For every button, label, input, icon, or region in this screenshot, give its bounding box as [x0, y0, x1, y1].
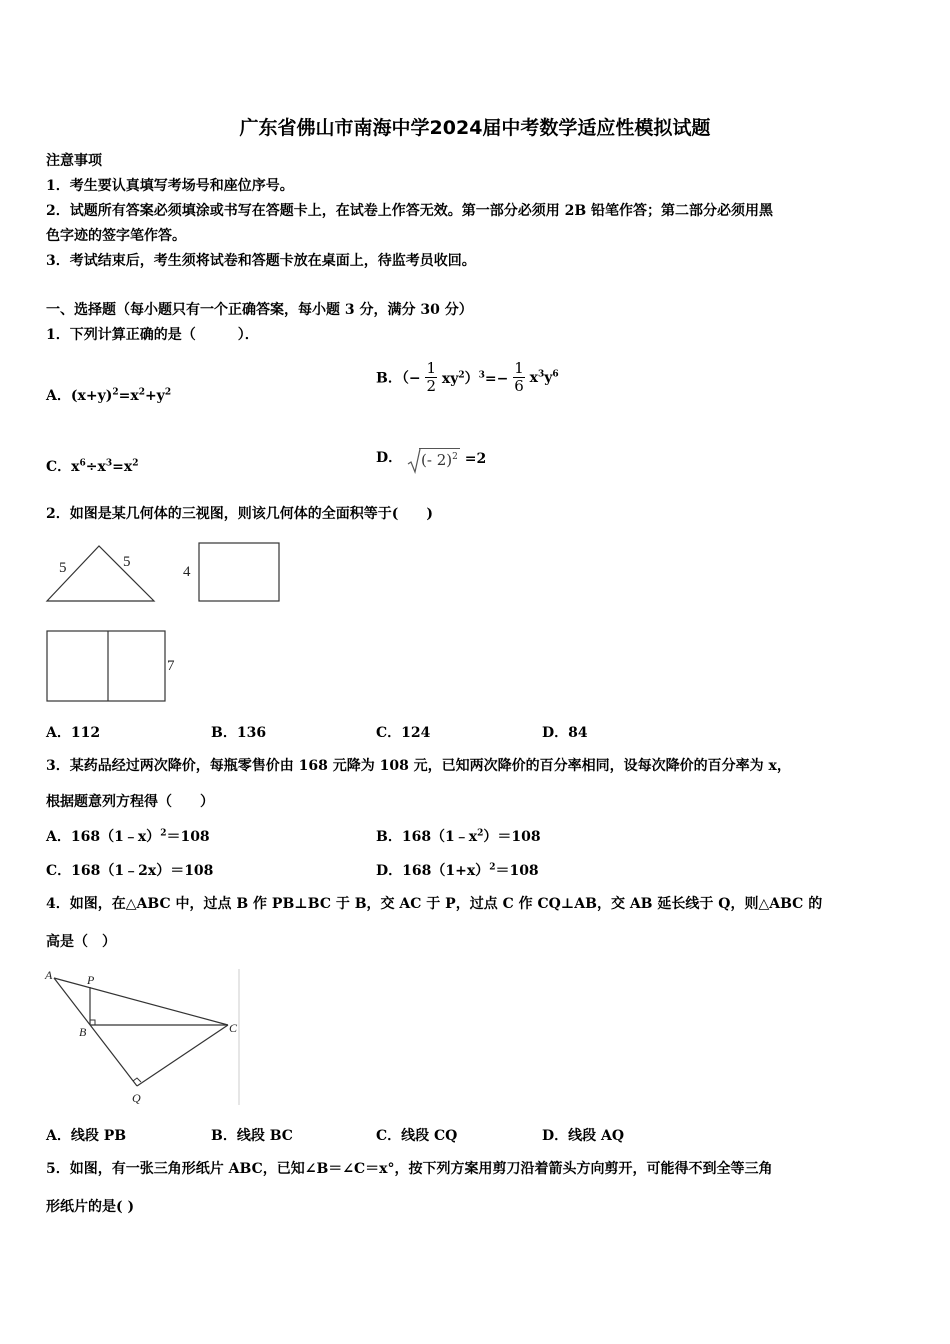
- q5-stem-line1: 5．如图，有一张三角形纸片 ABC，已知∠B＝∠C＝x°，按下列方案用剪刀沿着箭头方向剪开，可能得不到全等三角: [46, 1161, 773, 1177]
- notice-item-1: 1．考生要认真填写考场号和座位序号。: [46, 178, 294, 194]
- q3-option-c: C．168（1﹣2x）＝108: [46, 863, 214, 879]
- q3-stem-line1: 3．某药品经过两次降价，每瓶零售价由 168 元降为 108 元，已知两次降价的百分率相同，设每次降价的百分率为 x，: [46, 758, 791, 774]
- right-angle-b: [90, 1020, 95, 1025]
- q3-stem-line2: 根据题意列方程得（ ）: [46, 794, 214, 810]
- q1-option-b: B．（− $\frac{1}{2}$ $xy^2)^3=-$ $\frac{1}{6}$ $x^3y^6$: [376, 359, 559, 395]
- triangle-abc-figure: [40, 965, 245, 1110]
- label-p: P: [87, 973, 95, 987]
- label-c: C: [229, 1021, 238, 1035]
- q4-option-c: C．线段 CQ: [376, 1128, 458, 1144]
- q1-stem: 1．下列计算正确的是（ ）．: [46, 327, 259, 343]
- q1-option-c: C．$x^6\div x^3=x^2$: [46, 458, 139, 475]
- q1-option-d: D． (- 2)$^2$ =2: [376, 447, 486, 469]
- fraction-sixth: $\frac{1}{6}$: [514, 359, 524, 395]
- page-title: 广东省佛山市南海中学2024届中考数学适应性模拟试题: [239, 117, 711, 139]
- notice-item-2: 2．试题所有答案必须填涂或书写在答题卡上，在试卷上作答无效。第一部分必须用 2B 铅笔作答；第二部分必须用黑: [46, 203, 774, 219]
- q3-option-b: B．$168(1﹣x^2)=108$: [376, 828, 541, 845]
- q4-stem-line1: 4．如图，在△ABC 中，过点 B 作 PB⊥BC 于 B，交 AC 于 P，过点 C 作 CQ⊥AB，交 AB 延长线于 Q，则△ABC 的: [46, 896, 823, 912]
- notice-item-2-cont: 色字迹的签字笔作答。: [46, 228, 186, 244]
- q5-stem-line2: 形纸片的是( ): [46, 1199, 135, 1215]
- three-view-figure: [40, 535, 300, 710]
- sqrt-expression: (- 2)$^2$: [407, 448, 460, 469]
- segment-ac: [54, 978, 228, 1025]
- rect-side-label: 4: [183, 564, 191, 580]
- label-q: Q: [132, 1091, 141, 1105]
- notice-item-3: 3．考试结束后，考生须将试卷和答题卡放在桌面上，待监考员收回。: [46, 253, 476, 269]
- segment-cq: [137, 1025, 228, 1086]
- q2-option-a: A．112: [46, 725, 101, 741]
- label-b: B: [79, 1025, 87, 1039]
- label-a: A: [45, 968, 53, 982]
- q4-option-a: A．线段 PB: [46, 1128, 127, 1144]
- side-view-rect: [199, 543, 279, 601]
- fraction-half: $\frac{1}{2}$: [426, 359, 436, 395]
- q2-stem: 2．如图是某几何体的三视图，则该几何体的全面积等于( ): [46, 506, 433, 522]
- q2-option-c: C．124: [376, 725, 431, 741]
- q4-option-d: D．线段 AQ: [542, 1128, 625, 1144]
- q3-option-d: D．$168(1+x)^2=108$: [376, 862, 539, 879]
- front-view-rect: [47, 631, 165, 701]
- notice-heading: 注意事项: [46, 153, 102, 169]
- q3-option-a: A．168（1﹣x）$^2$＝108: [46, 828, 210, 845]
- q4-stem-line2: 高是（ ）: [46, 934, 116, 950]
- q4-option-b: B．线段 BC: [211, 1128, 293, 1144]
- q2-option-b: B．136: [211, 725, 267, 741]
- sqrt-sign-icon: [407, 448, 421, 474]
- q2-option-d: D．84: [542, 725, 588, 741]
- front-side-label: 7: [167, 658, 175, 674]
- triangle-left-label: 5: [59, 560, 67, 576]
- segment-aq: [54, 978, 137, 1086]
- triangle-right-label: 5: [123, 554, 131, 570]
- section-heading: 一、选择题（每小题只有一个正确答案，每小题 3 分，满分 30 分）: [46, 302, 473, 318]
- q1-option-a: A．$(x+y)^2=x^2+y^2$: [46, 387, 172, 404]
